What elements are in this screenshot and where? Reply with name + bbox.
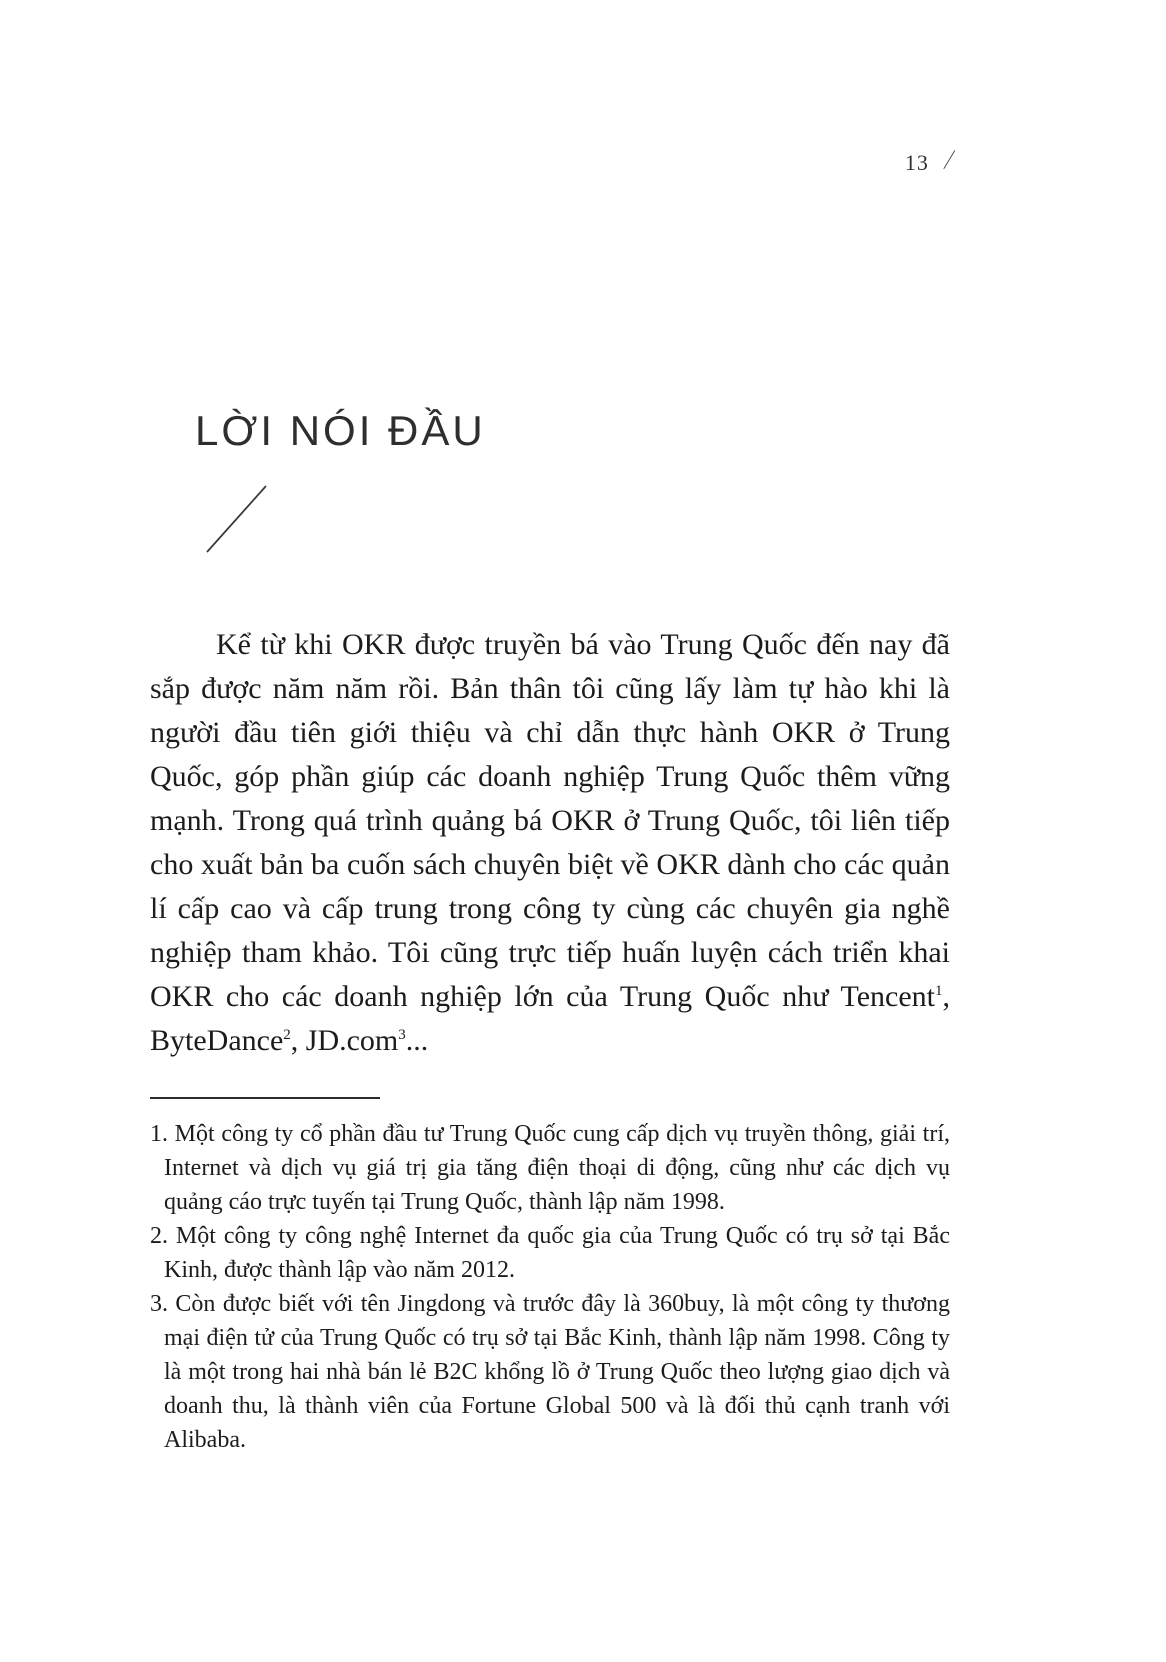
footnote-3: 3. Còn được biết với tên Jingdong và trước đây là 360buy, là một công ty thương mại điện tử của Trung Quốc có trụ sở tại Bắc Kinh, thành lập năm 1998. Công ty là một trong hai nhà bán lẻ B2C khổng lồ ở Trung Quốc theo lượng giao dịch và doanh thu, là thành viên của Fortune Global 500 và là đối thủ cạnh tranh với Alibaba. — [150, 1291, 950, 1453]
body-text-segment: , JD.com — [290, 1024, 399, 1057]
footnote-separator — [150, 1097, 380, 1099]
footnote-ref-3: 3 — [398, 1027, 406, 1043]
body-text-segment: , ByteDance — [150, 980, 950, 1057]
page-number — [904, 143, 959, 176]
page-number-value: 13 — [904, 150, 929, 175]
footnote-1: 1. Một công ty cổ phần đầu tư Trung Quốc cung cấp dịch vụ truyền thông, giải trí, Internet và dịch vụ giá trị gia tăng điện thoại di động, cũng như các dịch vụ quảng cáo trực tuyến tại Trung Quốc, thành lập năm 1998. — [150, 1121, 950, 1215]
footnotes-section — [150, 1117, 950, 1457]
body-text-segment: Kể từ khi OKR được truyền bá vào Trung Quốc đến nay đã sắp được năm năm rồi. Bản thân tôi cũng lấy làm tự hào khi là người đầu tiên giới thiệu và chỉ dẫn thực hành OKR ở Trung Quốc, góp phần giúp các doanh nghiệp Trung Quốc thêm vững mạnh. Trong quá trình quảng bá OKR ở Trung Quốc, tôi liên tiếp cho xuất bản ba cuốn sách chuyên biệt về OKR dành cho các quản lí cấp cao và cấp trung trong công ty cùng các chuyên gia nghề nghiệp tham khảo. Tôi cũng trực tiếp huấn luyện cách triển khai OKR cho các doanh nghiệp lớn của Trung Quốc như Tencent — [150, 628, 950, 1013]
footnote-ref-1: 1 — [935, 983, 943, 999]
diagonal-slash-decoration-icon — [202, 482, 272, 557]
footnote-2: 2. Một công ty công nghệ Internet đa quốc gia của Trung Quốc có trụ sở tại Bắc Kinh, được thành lập vào năm 2012. — [150, 1223, 950, 1283]
page-corner-slash-icon: / — [941, 143, 959, 175]
body-paragraph — [150, 623, 950, 1063]
body-text-segment: ... — [405, 1024, 429, 1057]
chapter-heading: LỜI NÓI ĐẦU — [195, 407, 486, 454]
footnote-ref-2: 2 — [283, 1027, 291, 1043]
